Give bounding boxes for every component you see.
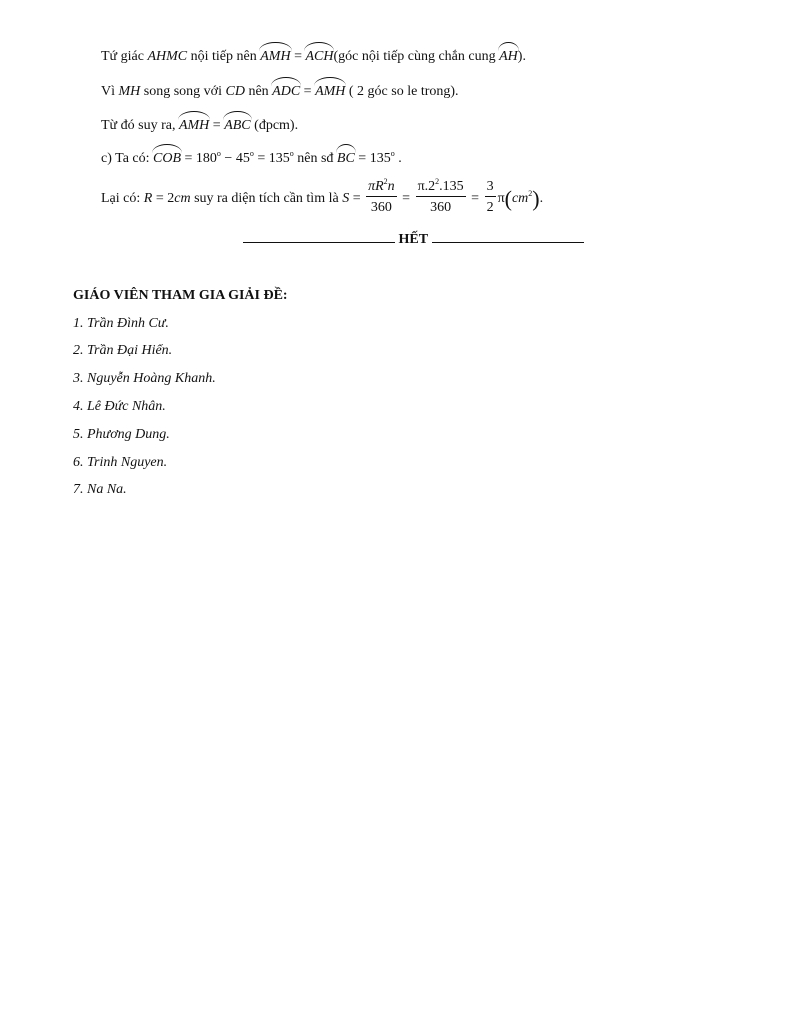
angle-amh: AMH [315,82,345,102]
end-marker [243,230,584,250]
list-item: 5. Phương Dung. [73,427,170,442]
value: = 135 [257,151,290,166]
equals: = [294,49,302,64]
equals: = [212,118,221,133]
equals: = [352,191,361,206]
solution-line-1 [101,47,526,67]
degree: o [289,149,294,158]
pi: π [497,191,505,206]
rule-left [243,242,395,243]
value: = 180 [184,151,217,166]
equals: = [402,191,411,206]
text: . [398,151,402,166]
contributors-heading: GIÁO VIÊN THAM GIA GIẢI ĐỀ: [73,288,288,303]
arc-bc: BC [337,149,355,169]
equals: = [303,84,312,99]
angle-amh: AMH [260,47,290,67]
list-item: 4. Lê Đức Nhân. [73,399,166,414]
segment-mh: MH [118,84,141,99]
list-item: 7. Na Na. [73,482,127,497]
list-item: 1. Trần Đình Cư. [73,316,169,331]
fraction-substituted: $\frac{\pi.2^2.135}{360}$ [417,177,464,216]
text: Từ đó suy ra, [101,118,176,133]
text: song song với [143,84,222,99]
var-r: R [143,191,153,206]
arc-ah: AH [499,47,518,67]
angle-abc: ABC [224,116,250,136]
text: ( 2 góc so le trong). [348,84,459,99]
fraction-result: $\frac{3}{2}$ [486,179,494,216]
text: nên sđ [297,151,334,166]
text: Lại có: [101,191,141,206]
segment-cd: CD [225,84,245,99]
text: . [539,191,544,206]
value: = 2 [155,191,175,206]
value: − 45 [224,151,250,166]
equals: = [471,191,480,206]
list-item: 6. Trinh Nguyen. [73,455,168,470]
text: nội tiếp nên [190,49,257,64]
list-item: 2. Trần Đại Hiển. [73,343,173,358]
text: (góc nội tiếp cùng chắn cung [333,49,496,64]
unit: cm [511,191,529,206]
solution-line-2 [101,82,459,102]
degree: o [390,149,395,158]
solution-line-3 [101,116,298,136]
angle-ach: ACH [305,47,333,67]
degree: o [216,149,221,158]
text: Tứ giác [101,49,144,64]
end-label: HẾT [398,232,429,247]
fraction-formula: $\frac{\pi R^2n}{360}$ [368,177,395,216]
solution-line-5: Lại có: R = 2cm suy ra diện tích cần tìm là S = $\frac{\pi R^2n}{360}$ = $\frac{\pi.2^2.135}{360}$ = $\frac{3}{2}$ $\pi(cm^2)$. [101,178,543,220]
rule-right [432,242,584,243]
angle-cob: COB [153,149,181,169]
list-item: 3. Nguyễn Hoàng Khanh. [73,371,216,386]
text: Vì [101,84,115,99]
value: = 135 [358,151,391,166]
angle-adc: ADC [272,82,300,102]
var-s: S [342,191,350,206]
degree: o [249,149,254,158]
text: c) Ta có: [101,151,150,166]
quad-name: AHMC [147,49,188,64]
text: (đpcm). [254,118,299,133]
text: ). [517,49,526,64]
text: suy ra diện tích cần tìm là [194,191,339,206]
text: nên [248,84,269,99]
angle-amh: AMH [179,116,209,136]
solution-line-4 [101,149,402,169]
unit: cm [174,191,191,206]
